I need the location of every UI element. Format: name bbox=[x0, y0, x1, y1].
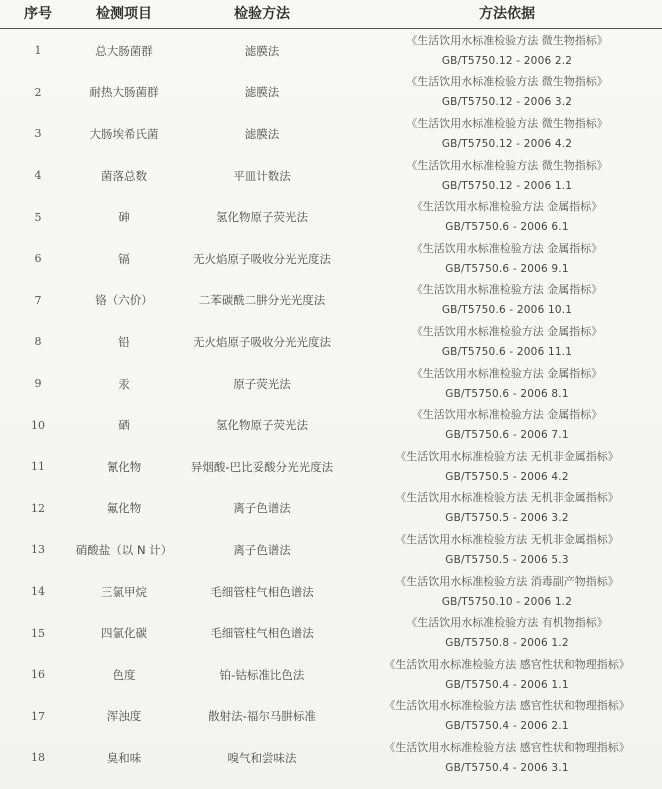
row-basis-title: 《生活饮用水标准检验方法 金属指标》 bbox=[411, 283, 603, 297]
row-basis bbox=[352, 446, 662, 488]
row-basis-code: GB/T5750.6 - 2006 6.1 bbox=[445, 221, 569, 234]
row-basis bbox=[352, 737, 662, 779]
row-seq: 5 bbox=[34, 210, 42, 224]
header-method: 检验方法 bbox=[234, 6, 290, 22]
row-seq: 2 bbox=[34, 85, 42, 99]
row-seq: 7 bbox=[34, 293, 42, 307]
row-basis-code: GB/T5750.4 - 2006 3.1 bbox=[445, 761, 569, 774]
row-basis-code: GB/T5750.6 - 2006 8.1 bbox=[445, 387, 569, 400]
row-basis-title: 《生活饮用水标准检验方法 金属指标》 bbox=[411, 366, 603, 380]
row-basis-code: GB/T5750.12 - 2006 3.2 bbox=[441, 96, 573, 109]
table-row bbox=[0, 696, 662, 738]
row-item: 总大肠菌群 bbox=[95, 43, 153, 58]
row-basis-title: 《生活饮用水标准检验方法 无机非金属指标》 bbox=[395, 491, 619, 505]
row-basis bbox=[352, 30, 662, 72]
table-row bbox=[0, 196, 662, 238]
row-seq: 12 bbox=[31, 501, 45, 515]
row-basis bbox=[352, 363, 662, 405]
row-item: 三氯甲烷 bbox=[101, 584, 147, 599]
row-seq: 15 bbox=[31, 626, 45, 640]
row-basis bbox=[352, 529, 662, 571]
row-method: 无火焰原子吸收分光光度法 bbox=[193, 334, 331, 349]
table-row bbox=[0, 113, 662, 155]
row-basis-code: GB/T5750.12 - 2006 2.2 bbox=[441, 54, 573, 67]
row-seq: 10 bbox=[31, 418, 45, 432]
row-method: 氢化物原子荧光法 bbox=[216, 210, 308, 225]
row-basis-code: GB/T5750.12 - 2006 1.1 bbox=[441, 179, 573, 192]
table-row bbox=[0, 363, 662, 405]
row-basis-title: 《生活饮用水标准检验方法 金属指标》 bbox=[411, 241, 603, 255]
row-basis-code: GB/T5750.5 - 2006 4.2 bbox=[445, 470, 569, 483]
table-row bbox=[0, 488, 662, 530]
table-row bbox=[0, 446, 662, 488]
row-seq: 3 bbox=[34, 127, 42, 141]
row-item: 镉 bbox=[118, 251, 130, 266]
row-basis-title: 《生活饮用水标准检验方法 有机物指标》 bbox=[406, 616, 608, 630]
row-method: 毛细管柱气相色谱法 bbox=[210, 584, 314, 599]
row-basis-title: 《生活饮用水标准检验方法 消毒副产物指标》 bbox=[395, 574, 619, 588]
row-method: 毛细管柱气相色谱法 bbox=[210, 626, 314, 641]
row-basis bbox=[352, 196, 662, 238]
row-basis-code: GB/T5750.4 - 2006 2.1 bbox=[445, 720, 569, 733]
row-basis-code: GB/T5750.4 - 2006 1.1 bbox=[445, 678, 569, 691]
row-basis-code: GB/T5750.8 - 2006 1.2 bbox=[445, 637, 569, 650]
row-basis-title: 《生活饮用水标准检验方法 金属指标》 bbox=[411, 408, 603, 422]
table-row bbox=[0, 737, 662, 779]
row-seq: 9 bbox=[34, 377, 42, 391]
table-header bbox=[0, 0, 662, 29]
row-item: 汞 bbox=[118, 376, 130, 391]
row-seq: 1 bbox=[34, 44, 42, 58]
row-seq: 17 bbox=[31, 709, 45, 723]
row-basis bbox=[352, 238, 662, 280]
row-method: 滤膜法 bbox=[244, 85, 280, 100]
row-seq: 14 bbox=[31, 585, 45, 599]
row-basis-title: 《生活饮用水标准检验方法 微生物指标》 bbox=[406, 158, 608, 172]
row-basis-code: GB/T5750.5 - 2006 3.2 bbox=[445, 512, 569, 525]
row-item: 铬（六价） bbox=[95, 293, 153, 308]
row-seq: 8 bbox=[34, 335, 42, 349]
row-item: 砷 bbox=[118, 210, 130, 225]
row-method: 滤膜法 bbox=[244, 126, 280, 141]
row-method: 异烟酸-巴比妥酸分光光度法 bbox=[190, 459, 334, 474]
table-row bbox=[0, 612, 662, 654]
row-method: 嗅气和尝味法 bbox=[227, 750, 297, 765]
table-row bbox=[0, 238, 662, 280]
row-basis bbox=[352, 654, 662, 696]
row-basis-code: GB/T5750.6 - 2006 9.1 bbox=[445, 262, 569, 275]
row-item: 氟化物 bbox=[106, 501, 142, 516]
row-seq: 11 bbox=[31, 460, 45, 474]
row-item: 硒 bbox=[118, 418, 130, 433]
row-method: 散射法-福尔马肼标准 bbox=[208, 709, 316, 724]
row-seq: 18 bbox=[31, 751, 45, 765]
row-basis bbox=[352, 280, 662, 322]
row-seq: 6 bbox=[34, 252, 42, 266]
row-item: 色度 bbox=[112, 667, 136, 682]
table-row bbox=[0, 72, 662, 114]
row-method: 原子荧光法 bbox=[233, 376, 291, 391]
row-basis-title: 《生活饮用水标准检验方法 金属指标》 bbox=[411, 200, 603, 214]
header-seq: 序号 bbox=[24, 6, 52, 22]
row-item: 铅 bbox=[118, 334, 130, 349]
row-basis bbox=[352, 155, 662, 197]
row-basis-title: 《生活饮用水标准检验方法 微生物指标》 bbox=[406, 75, 608, 89]
row-item: 耐热大肠菌群 bbox=[89, 85, 159, 100]
table-row bbox=[0, 280, 662, 322]
row-basis-title: 《生活饮用水标准检验方法 感官性状和物理指标》 bbox=[384, 740, 630, 754]
table-body bbox=[0, 30, 662, 779]
row-item: 大肠埃希氏菌 bbox=[89, 126, 159, 141]
table-row bbox=[0, 321, 662, 363]
row-basis-code: GB/T5750.6 - 2006 10.1 bbox=[441, 304, 573, 317]
row-item: 硝酸盐（以 N 计） bbox=[75, 542, 173, 557]
row-basis bbox=[352, 696, 662, 738]
table-row bbox=[0, 155, 662, 197]
row-basis bbox=[352, 488, 662, 530]
row-seq: 13 bbox=[31, 543, 45, 557]
row-basis-title: 《生活饮用水标准检验方法 微生物指标》 bbox=[406, 116, 608, 130]
row-basis-title: 《生活饮用水标准检验方法 无机非金属指标》 bbox=[395, 449, 619, 463]
row-basis-code: GB/T5750.10 - 2006 1.2 bbox=[441, 595, 573, 608]
row-method: 平皿计数法 bbox=[233, 168, 291, 183]
row-basis-title: 《生活饮用水标准检验方法 微生物指标》 bbox=[406, 33, 608, 47]
row-basis-title: 《生活饮用水标准检验方法 感官性状和物理指标》 bbox=[384, 657, 630, 671]
table-row bbox=[0, 571, 662, 613]
row-item: 浑浊度 bbox=[106, 709, 142, 724]
row-basis-code: GB/T5750.12 - 2006 4.2 bbox=[441, 137, 573, 150]
row-item: 菌落总数 bbox=[101, 168, 147, 183]
table-row bbox=[0, 30, 662, 72]
row-basis bbox=[352, 321, 662, 363]
row-basis bbox=[352, 612, 662, 654]
row-basis bbox=[352, 404, 662, 446]
row-basis-title: 《生活饮用水标准检验方法 金属指标》 bbox=[411, 324, 603, 338]
row-basis bbox=[352, 72, 662, 114]
header-basis: 方法依据 bbox=[479, 6, 535, 22]
row-basis-code: GB/T5750.6 - 2006 7.1 bbox=[445, 429, 569, 442]
row-item: 四氯化碳 bbox=[101, 626, 147, 641]
row-method: 铂-钴标准比色法 bbox=[219, 667, 305, 682]
row-basis bbox=[352, 113, 662, 155]
table-row bbox=[0, 529, 662, 571]
row-seq: 4 bbox=[34, 169, 42, 183]
row-method: 氢化物原子荧光法 bbox=[216, 418, 308, 433]
row-method: 离子色谱法 bbox=[233, 542, 291, 557]
row-method: 二苯碳酰二肼分光光度法 bbox=[198, 293, 326, 308]
table-row bbox=[0, 404, 662, 446]
row-basis bbox=[352, 571, 662, 613]
row-item: 氰化物 bbox=[106, 459, 142, 474]
row-item: 臭和味 bbox=[106, 750, 142, 765]
row-seq: 16 bbox=[31, 668, 45, 682]
row-basis-code: GB/T5750.5 - 2006 5.3 bbox=[445, 553, 569, 566]
row-method: 离子色谱法 bbox=[233, 501, 291, 516]
row-basis-code: GB/T5750.6 - 2006 11.1 bbox=[441, 345, 573, 358]
row-method: 滤膜法 bbox=[244, 43, 280, 58]
row-method: 无火焰原子吸收分光光度法 bbox=[193, 251, 331, 266]
table-row bbox=[0, 654, 662, 696]
row-basis-title: 《生活饮用水标准检验方法 感官性状和物理指标》 bbox=[384, 699, 630, 713]
header-item: 检测项目 bbox=[96, 6, 152, 22]
row-basis-title: 《生活饮用水标准检验方法 无机非金属指标》 bbox=[395, 532, 619, 546]
